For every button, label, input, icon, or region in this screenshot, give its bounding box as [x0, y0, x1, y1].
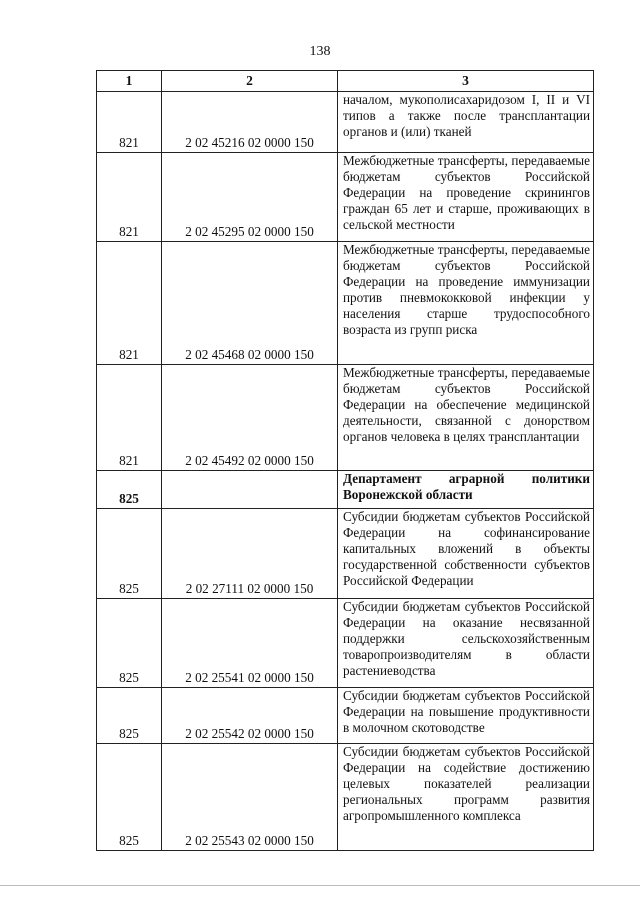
- budget-classification-table: [96, 70, 594, 851]
- admin-code-cell: 821: [97, 153, 162, 242]
- admin-code-cell: 821: [97, 242, 162, 365]
- table-row: [97, 153, 594, 242]
- budget-code-cell: 2 02 27111 02 0000 150: [162, 509, 338, 599]
- budget-code-cell: 2 02 45295 02 0000 150: [162, 153, 338, 242]
- table-row: [97, 599, 594, 688]
- budget-code-cell: [162, 471, 338, 509]
- department-heading-row: [97, 471, 594, 509]
- column-header-1: 1: [97, 71, 162, 92]
- admin-code-cell: 825: [97, 688, 162, 744]
- table-body: [97, 92, 594, 851]
- admin-code-cell: 821: [97, 365, 162, 471]
- description-cell: Межбюджетные трансферты, передаваемые бюджетам субъектов Российской Федерации на проведение скринингов граждан 65 лет и старше, проживающих в сельской местности: [338, 153, 594, 242]
- description-cell: Субсидии бюджетам субъектов Российской Федерации на повышение продуктивности в молочном скотоводстве: [338, 688, 594, 744]
- header-row: [97, 71, 594, 92]
- admin-code-cell: 825: [97, 599, 162, 688]
- admin-code-cell: 825: [97, 509, 162, 599]
- table-header: [97, 71, 594, 92]
- budget-code-cell: 2 02 25543 02 0000 150: [162, 744, 338, 851]
- description-cell: Субсидии бюджетам субъектов Российской Федерации на оказание несвязанной поддержки сельскохозяйственным товаропроизводителям в области растениеводства: [338, 599, 594, 688]
- budget-code-cell: 2 02 45492 02 0000 150: [162, 365, 338, 471]
- table-row: [97, 92, 594, 153]
- page-number: 138: [309, 44, 331, 59]
- budget-code-cell: 2 02 25542 02 0000 150: [162, 688, 338, 744]
- table-row: [97, 509, 594, 599]
- description-cell: началом, мукополисахаридозом I, II и VI типов а также после трансплантации органов и (или) тканей: [338, 92, 594, 153]
- column-header-2: 2: [162, 71, 338, 92]
- admin-code-cell: 825: [97, 471, 162, 509]
- table-row: [97, 744, 594, 851]
- description-cell: Межбюджетные трансферты, передаваемые бюджетам субъектов Российской Федерации на обеспечение медицинской деятельности, связанной с донорством органов человека в целях трансплантации: [338, 365, 594, 471]
- column-header-3: 3: [338, 71, 594, 92]
- table-row: [97, 242, 594, 365]
- description-cell: Межбюджетные трансферты, передаваемые бюджетам субъектов Российской Федерации на проведение иммунизации против пневмококковой инфекции у населения старше трудоспособного возраста из групп риска: [338, 242, 594, 365]
- department-name-cell: Департамент аграрной политики Воронежской области: [338, 471, 594, 509]
- admin-code-cell: 825: [97, 744, 162, 851]
- admin-code-cell: 821: [97, 92, 162, 153]
- budget-code-cell: 2 02 45468 02 0000 150: [162, 242, 338, 365]
- description-cell: Субсидии бюджетам субъектов Российской Федерации на софинансирование капитальных вложений в объекты государственной собственности субъектов Российской Федерации: [338, 509, 594, 599]
- description-cell: Субсидии бюджетам субъектов Российской Федерации на содействие достижению целевых показателей реализации региональных программ развития агропромышленного комплекса: [338, 744, 594, 851]
- budget-code-cell: 2 02 25541 02 0000 150: [162, 599, 338, 688]
- table-row: [97, 365, 594, 471]
- budget-code-cell: 2 02 45216 02 0000 150: [162, 92, 338, 153]
- page-bottom-divider: [0, 885, 640, 886]
- table-row: [97, 688, 594, 744]
